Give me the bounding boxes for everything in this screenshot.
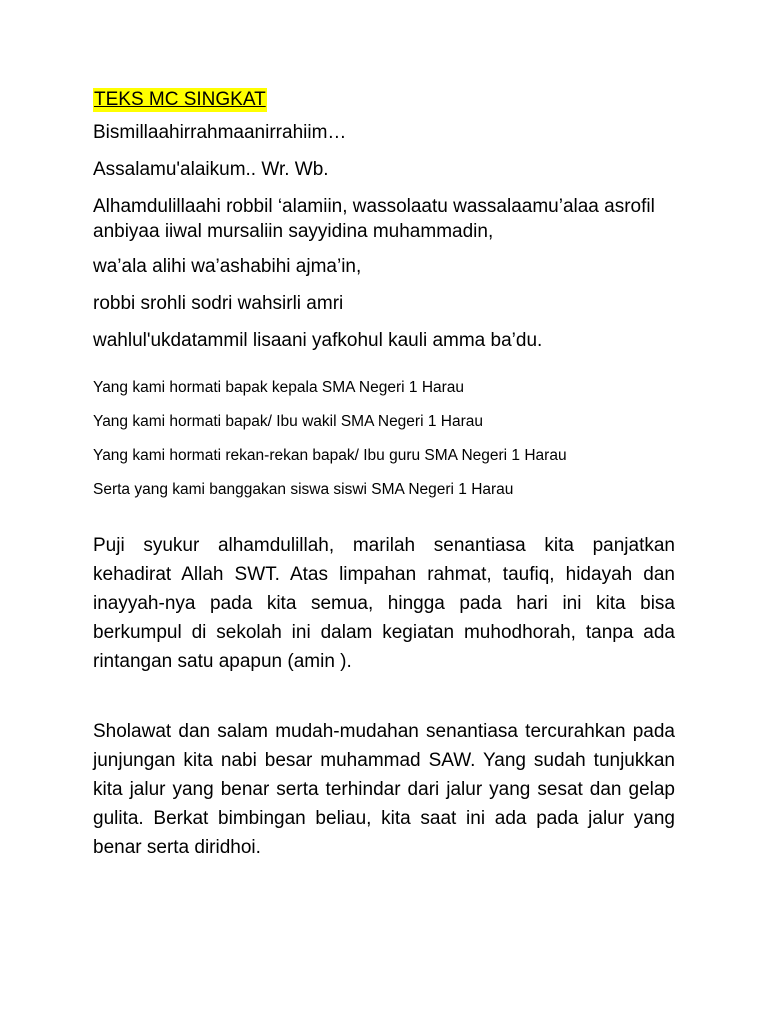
- salutations-section: [93, 377, 675, 501]
- opening-line-greeting: Assalamu'alaikum.. Wr. Wb.: [93, 159, 329, 180]
- opening-line-doa-1: robbi srohli sodri wahsirli amri: [93, 293, 344, 314]
- opening-line-sholawat: wa’ala alihi wa’ashabihi ajma’in,: [93, 256, 362, 277]
- opening-section: [93, 120, 675, 353]
- opening-line-basmalah: Bismillaahirrahmaanirrahiim…: [93, 122, 347, 143]
- salutation-line: Yang kami hormati bapak kepala SMA Negeri 1 Harau: [93, 379, 465, 396]
- paragraph-sholawat: Sholawat dan salam mudah-mudahan senantiasa tercurahkan pada junjungan kita nabi besar muhammad SAW. Yang sudah tunjukkan kita jalur yang benar serta terhindar dari jalur yang sesat dan gelap gulita. Berkat bimbingan beliau, kita saat ini ada pada jalur yang benar serta diridhoi.: [93, 721, 675, 858]
- salutation-line: Yang kami hormati bapak/ Ibu wakil SMA Negeri 1 Harau: [93, 413, 483, 430]
- paragraph-puji-syukur: Puji syukur alhamdulillah, marilah senantiasa kita panjatkan kehadirat Allah SWT. Atas limpahan rahmat, taufiq, hidayah dan inayyah-nya pada kita semua, hingga pada hari ini kita bisa berkumpul di sekolah ini dalam kegiatan muhodhorah, tanpa ada rintangan satu apapun (amin ).: [93, 535, 675, 672]
- opening-line-doa-2: wahlul'ukdatammil lisaani yafkohul kauli amma ba’du.: [93, 330, 543, 351]
- salutation-line: Yang kami hormati rekan-rekan bapak/ Ibu guru SMA Negeri 1 Harau: [93, 447, 567, 464]
- document-title: TEKS MC SINGKAT: [94, 89, 266, 110]
- opening-line-hamdalah: Alhamdulillaahi robbil ‘alamiin, wassolaatu wassalaamu’alaa asrofil anbiyaa iiwal mursaliin sayyidina muhammadin,: [93, 196, 655, 242]
- document-page: [93, 88, 675, 862]
- salutation-line: Serta yang kami banggakan siswa siswi SMA Negeri 1 Harau: [93, 481, 514, 498]
